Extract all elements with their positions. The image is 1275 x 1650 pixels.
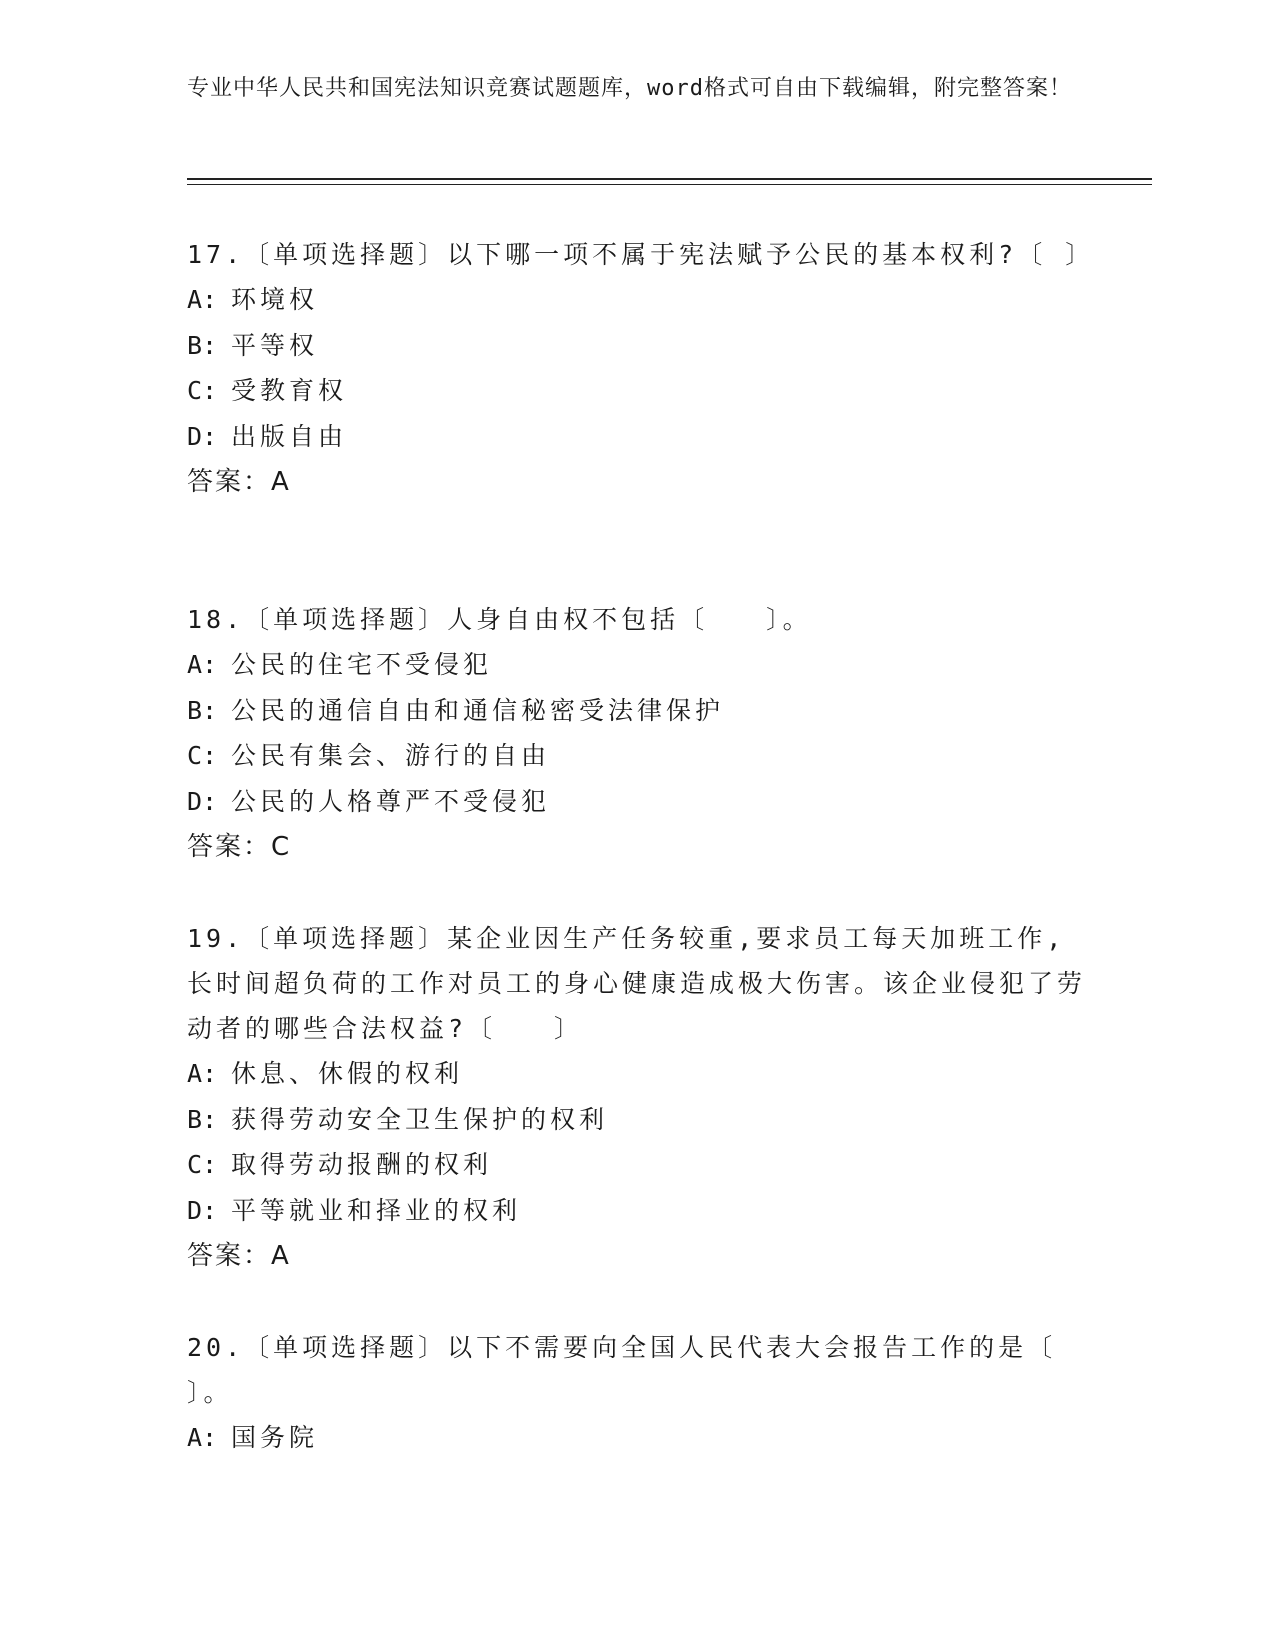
option-a — [187, 1051, 1087, 1097]
option-b — [187, 688, 1087, 734]
answer: 答案：A — [187, 467, 291, 497]
option-letter: A: — [187, 1059, 218, 1088]
option-text: 受教育权 — [231, 376, 348, 405]
option-letter: B: — [187, 1104, 218, 1134]
header-note: 专业中华人民共和国宪法知识竞赛试题题库，word格式可自由下载编辑，附完整答案！ — [187, 76, 1072, 101]
option-letter: D: — [187, 786, 218, 816]
option-letter: A: — [187, 285, 218, 314]
option-text: 公民的通信自由和通信秘密受法律保护 — [231, 695, 725, 725]
option-letter: C: — [187, 1150, 218, 1179]
option-letter: B: — [187, 695, 218, 725]
option-letter: C: — [187, 741, 218, 770]
option-text: 出版自由 — [231, 421, 348, 451]
option-text: 公民有集会、游行的自由 — [231, 741, 551, 770]
option-letter: A: — [187, 650, 218, 679]
option-letter: A: — [187, 1423, 218, 1452]
answer: 答案：A — [187, 1241, 291, 1271]
question-17 — [187, 232, 1095, 505]
option-text: 国务院 — [231, 1423, 319, 1452]
question-stem: 18.〔单项选择题〕人身自由权不包括〔 〕。 — [187, 605, 812, 634]
option-d — [187, 1188, 1087, 1234]
option-a — [187, 1415, 1087, 1461]
option-letter: B: — [187, 330, 218, 360]
option-d — [187, 414, 1087, 460]
option-text: 公民的人格尊严不受侵犯 — [231, 786, 551, 816]
option-a — [187, 277, 1087, 323]
question-19 — [187, 916, 1087, 1279]
header-divider — [187, 178, 1152, 185]
option-letter: D: — [187, 421, 218, 451]
option-text: 公民的住宅不受侵犯 — [231, 650, 493, 679]
option-c — [187, 1142, 1087, 1188]
option-b — [187, 323, 1087, 369]
option-text: 休息、休假的权利 — [231, 1059, 464, 1088]
option-text: 平等权 — [231, 330, 319, 360]
question-stem: 17.〔单项选择题〕以下哪一项不属于宪法赋予公民的基本权利?〔 〕 — [187, 240, 1095, 269]
option-a — [187, 642, 1087, 688]
option-text: 获得劳动安全卫生保护的权利 — [231, 1104, 609, 1134]
option-text: 取得劳动报酬的权利 — [231, 1150, 493, 1179]
question-stem: 20.〔单项选择题〕以下不需要向全国人民代表大会报告工作的是〔 〕。 — [187, 1333, 1057, 1407]
answer: 答案：C — [187, 832, 292, 862]
question-20 — [187, 1325, 1087, 1461]
option-b — [187, 1097, 1087, 1143]
option-text: 平等就业和择业的权利 — [231, 1195, 522, 1225]
option-text: 环境权 — [231, 285, 319, 314]
option-c — [187, 733, 1087, 779]
question-stem: 19.〔单项选择题〕某企业因生产任务较重,要求员工每天加班工作,长时间超负荷的工作对员工的身心健康造成极大伤害。该企业侵犯了劳动者的哪些合法权益?〔 〕 — [187, 924, 1087, 1043]
option-d — [187, 779, 1087, 825]
option-letter: D: — [187, 1195, 218, 1225]
question-18 — [187, 597, 1087, 870]
option-c — [187, 368, 1087, 414]
option-letter: C: — [187, 376, 218, 405]
